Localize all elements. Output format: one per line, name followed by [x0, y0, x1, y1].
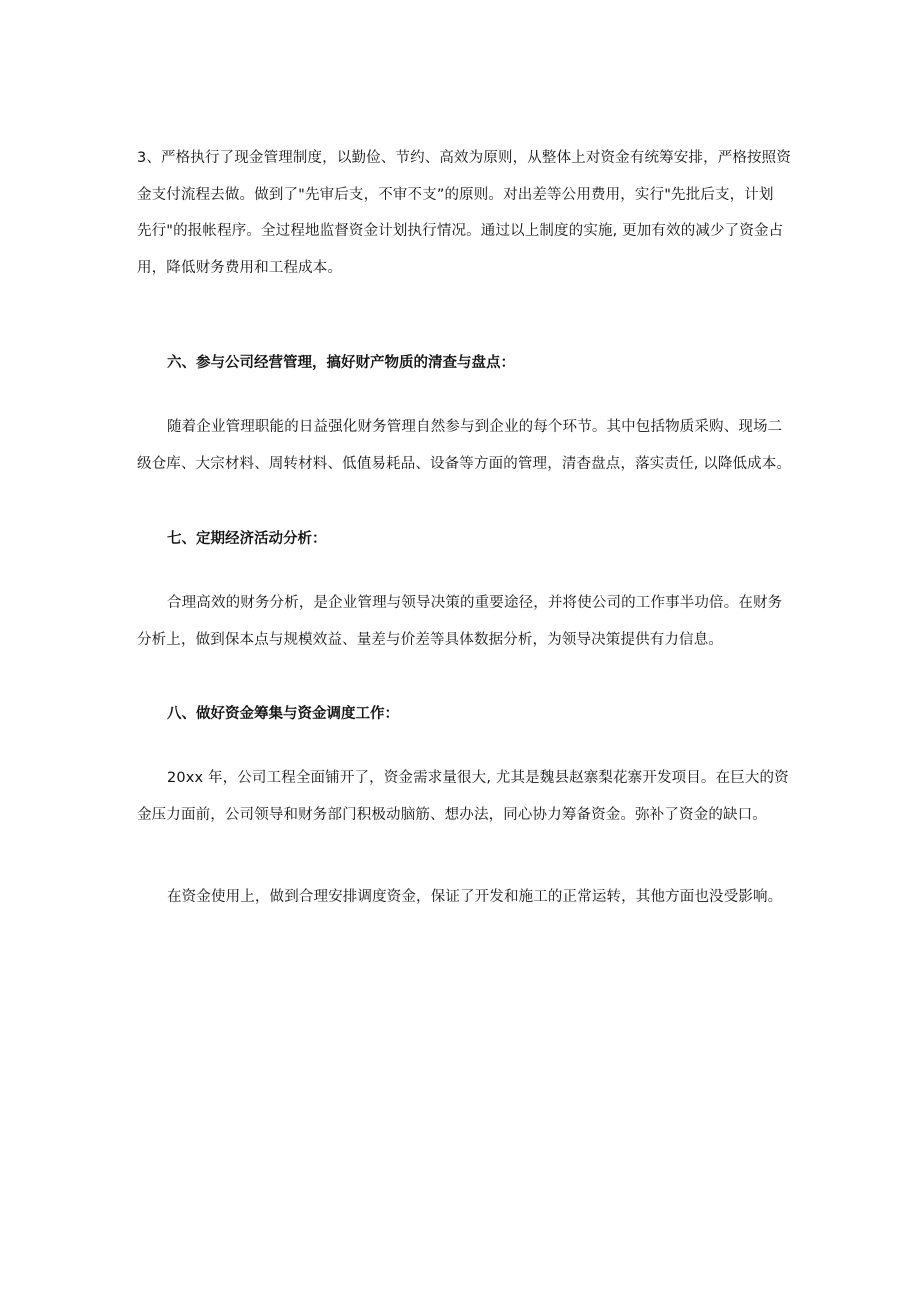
paragraph-asset-inventory	[137, 409, 797, 482]
paragraph-fund-usage	[137, 879, 797, 916]
paragraph-financial-analysis	[137, 585, 797, 658]
section-heading-7: 七、定期经济活动分析：	[167, 531, 327, 547]
section-heading-6: 六、参与公司经营管理，搞好财产物质的清查与盘点：	[167, 355, 515, 371]
paragraph-line: 分析上，做到保本点与规模效益、量差与价差等具体数据分析，为领导决策提供有力信息。	[137, 631, 723, 648]
paragraph-line: 先行"的报帐程序。全过程地监督资金计划执行情况。通过以上制度的实施, 更加有效的减少了资金占	[137, 223, 784, 239]
paragraph-line: 合理高效的财务分析，是企业管理与领导决策的重要途径，并将使公司的工作事半功倍。在财务	[167, 595, 783, 611]
paragraph-fund-raising	[137, 760, 797, 833]
paragraph-cash-management	[137, 140, 797, 286]
paragraph-line: 3、严格执行了现金管理制度，以勤俭、节约、高效为原则，从整体上对资金有统筹安排，严格按照资	[137, 150, 791, 166]
paragraph-line: 在资金使用上，做到合理安排调度资金，保证了开发和施工的正常运转，其他方面也没受影响。	[167, 889, 783, 905]
paragraph-line: 随着企业管理职能的日益强化财务管理自然参与到企业的每个环节。其中包括物质采购、现场二	[167, 419, 783, 435]
paragraph-line: 20xx 年，公司工程全面铺开了，资金需求量很大, 尤其是魏县赵寨梨花寨开发项目。在巨大的资	[167, 770, 789, 786]
paragraph-line: 金压力面前，公司领导和财务部门积极动脑筋、想办法，同心协力筹备资金。弥补了资金的缺口。	[137, 806, 767, 823]
section-heading-8: 八、做好资金筹集与资金调度工作：	[167, 706, 399, 722]
paragraph-line: 金支付流程去做。做到了"先审后支，不审不支”的原则。对出差等公用费用，实行"先批后支，计划	[137, 186, 774, 203]
paragraph-line: 用，降低财务费用和工程成本。	[137, 259, 343, 276]
paragraph-line: 级仓库、大宗材料、周转材料、低值易耗品、设备等方面的管理，清杳盘点，落实责任, 以降低成本。	[137, 455, 792, 472]
